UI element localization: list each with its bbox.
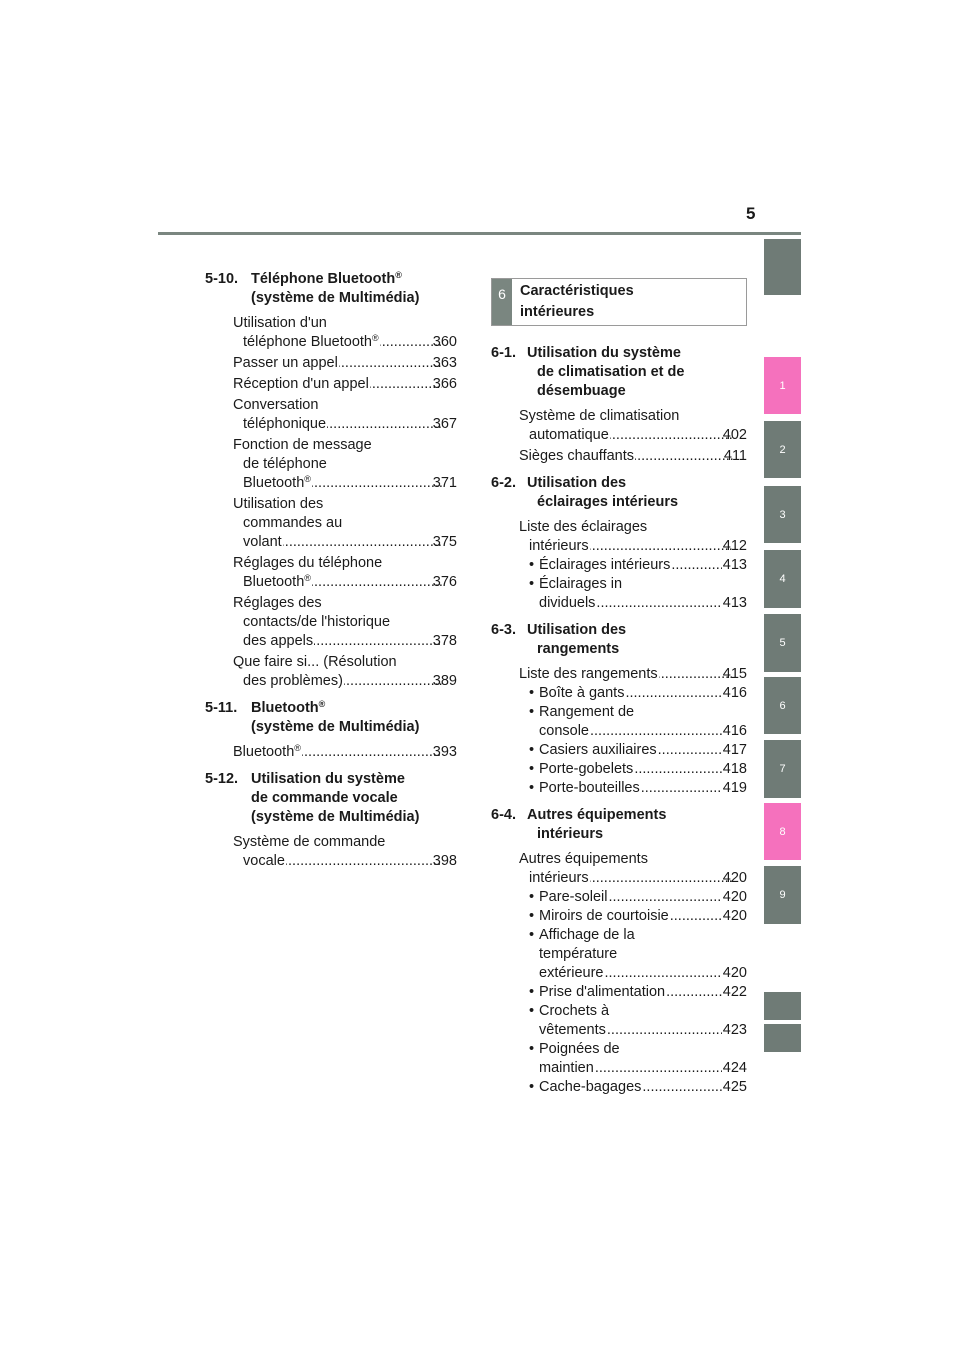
toc-subentry[interactable]: • Éclairages in dividuels ..... 413	[491, 575, 747, 613]
toc-entry[interactable]: Sièges chauffants ..... 411	[491, 447, 747, 466]
toc-entry[interactable]: Que faire si... (Résolution des problèmes) ..... 389	[205, 653, 457, 691]
toc-entry[interactable]: Système de commande vocale ..... 398	[205, 833, 457, 871]
section-heading[interactable]: 6-4. Autres équipements intérieurs	[491, 807, 667, 842]
toc-subentry[interactable]: • Prise d'alimentation ..... 422	[491, 983, 747, 1002]
toc-entry[interactable]: Réglages du téléphone Bluetooth® ..... 376	[205, 554, 457, 592]
section-heading[interactable]: 6-3. Utilisation des rangements	[491, 622, 627, 657]
section-heading[interactable]: 5-10. Téléphone Bluetooth® (système de Multimédia)	[205, 270, 420, 306]
section-heading[interactable]: 6-1. Utilisation du système de climatisation et de désembuage	[491, 345, 685, 399]
toc-entry[interactable]: Utilisation d'un téléphone Bluetooth® ..... 360	[205, 314, 457, 352]
chapter-tab[interactable]	[764, 239, 801, 295]
section-heading[interactable]: 5-12. Utilisation du système de commande vocale (système de Multimédia)	[205, 771, 420, 825]
toc-subentry[interactable]: • Porte-bouteilles ..... 419	[491, 779, 747, 798]
toc-subentry[interactable]: • Cache-bagages ..... 425	[491, 1078, 747, 1097]
toc-entry[interactable]: Bluetooth® ..... 393	[205, 743, 457, 762]
toc-entry[interactable]: Liste des éclairages intérieurs ..... 412	[491, 518, 747, 556]
toc-entry[interactable]: Réception d'un appel ..... 366	[205, 375, 457, 394]
toc-subentry[interactable]: • Rangement de console ..... 416	[491, 703, 747, 741]
toc-subentry[interactable]: • Casiers auxiliaires ..... 417	[491, 741, 747, 760]
toc-entry[interactable]: Autres équipements intérieurs ..... 420	[491, 850, 747, 888]
chapter-tab-7[interactable]: 7	[764, 740, 801, 798]
chapter-tab-2[interactable]: 2	[764, 421, 801, 478]
toc-entry[interactable]: Fonction de message de téléphone Bluetooth® ..... 371	[205, 436, 457, 493]
toc-right-column	[491, 278, 747, 1097]
toc-subentry[interactable]: • Affichage de la température extérieure ..... 420	[491, 926, 747, 983]
toc-subentry[interactable]: • Pare-soleil ..... 420	[491, 888, 747, 907]
chapter-tab-9[interactable]: 9	[764, 866, 801, 924]
chapter-tab-4[interactable]: 4	[764, 550, 801, 608]
header-rule	[158, 232, 801, 235]
chapter-tabs	[764, 0, 801, 1358]
page-number: 5	[746, 204, 756, 223]
section-heading[interactable]: 6-2. Utilisation des éclairages intérieurs	[491, 475, 679, 510]
toc-entry[interactable]: Système de climatisation automatique ..... 402	[491, 407, 747, 445]
toc-subentry[interactable]: • Porte-gobelets ..... 418	[491, 760, 747, 779]
chapter-tab-3[interactable]: 3	[764, 486, 801, 543]
toc-entry[interactable]: Liste des rangements ..... 415	[491, 665, 747, 684]
toc-subentry[interactable]: • Boîte à gants ..... 416	[491, 684, 747, 703]
toc-subentry[interactable]: • Crochets à vêtements ..... 423	[491, 1002, 747, 1040]
toc-subentry[interactable]: • Éclairages intérieurs ..... 413	[491, 556, 747, 575]
toc-entry[interactable]: Utilisation des commandes au volant ..... 375	[205, 495, 457, 552]
index-tab[interactable]	[764, 992, 801, 1020]
chapter-number: 6	[492, 279, 512, 325]
toc-entry[interactable]: Réglages des contacts/de l'historique des appels ..... 378	[205, 594, 457, 651]
chapter-tab-5[interactable]: 5	[764, 614, 801, 672]
chapter-tab-6[interactable]: 6	[764, 677, 801, 734]
index-tab[interactable]	[764, 1024, 801, 1052]
toc-entry[interactable]: Passer un appel ..... 363	[205, 354, 457, 373]
chapter-header	[491, 278, 747, 326]
toc-subentry[interactable]: • Poignées de maintien ..... 424	[491, 1040, 747, 1078]
section-heading[interactable]: 5-11. Bluetooth® (système de Multimédia)	[205, 699, 420, 735]
toc-entry[interactable]: Conversation téléphonique ..... 367	[205, 396, 457, 434]
chapter-tab-1[interactable]: 1	[764, 357, 801, 414]
toc-subentry[interactable]: • Miroirs de courtoisie ..... 420	[491, 907, 747, 926]
chapter-title: Caractéristiques intérieures	[520, 283, 634, 320]
toc-left-column	[205, 270, 457, 871]
chapter-tab-8[interactable]: 8	[764, 803, 801, 860]
